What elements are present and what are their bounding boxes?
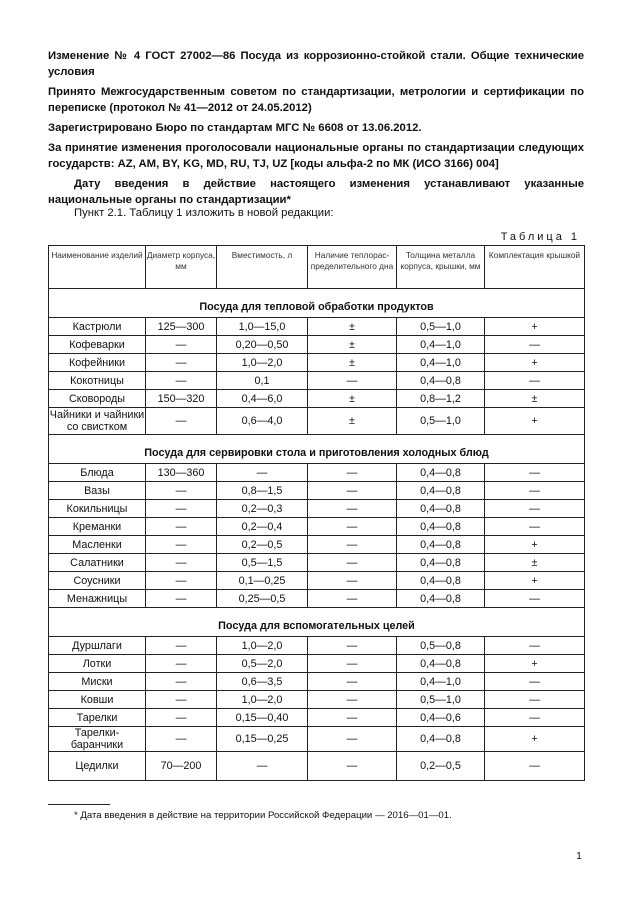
table-cell: 0,5—0,8 <box>397 637 485 655</box>
table-cell: 0,5—2,0 <box>217 655 308 673</box>
product-name-cell: Дуршлаги <box>49 637 146 655</box>
product-name-cell: Кофейники <box>49 354 146 372</box>
table-row <box>49 673 585 691</box>
voted-note: За принятие изменения проголосовали национальные органы по стандартизации следующих государств: AZ, AM, BY, KG, MD, RU, TJ, UZ [коды альфа-2 по МК (ИСО 3166) 004] <box>48 142 584 170</box>
product-name-cell: Кастрюли <box>49 318 146 336</box>
page-number: 1 <box>576 850 582 862</box>
intro-text: Пункт 2.1. Таблицу 1 изложить в новой редакции: <box>74 207 334 219</box>
table-row <box>49 464 585 482</box>
product-name-cell: Тарелки-баранчики <box>49 727 146 752</box>
table-cell: — <box>485 464 585 482</box>
section-header-row <box>49 616 585 637</box>
table-cell: 0,6—3,5 <box>217 673 308 691</box>
product-name-cell: Цедилки <box>49 752 146 781</box>
table-cell: — <box>485 590 585 608</box>
table-cell: 0,4—0,8 <box>397 464 485 482</box>
table-cell: 0,4—0,8 <box>397 554 485 572</box>
table-cell: — <box>308 518 397 536</box>
table-row <box>49 655 585 673</box>
table-cell: — <box>308 752 397 781</box>
table-cell: ± <box>308 408 397 435</box>
table-cell: 1,0—2,0 <box>217 691 308 709</box>
table-cell: + <box>485 655 585 673</box>
table-row <box>49 637 585 655</box>
table-cell: — <box>308 655 397 673</box>
table-cell: — <box>146 536 217 554</box>
table-row <box>49 590 585 608</box>
table-cell: + <box>485 408 585 435</box>
table-cell: — <box>146 590 217 608</box>
product-name-cell: Блюда <box>49 464 146 482</box>
table-cell: — <box>308 554 397 572</box>
product-name-cell: Миски <box>49 673 146 691</box>
table-cell: 0,2—0,5 <box>217 536 308 554</box>
table-row <box>49 336 585 354</box>
product-name-cell: Ковши <box>49 691 146 709</box>
table-cell: 0,20—0,50 <box>217 336 308 354</box>
product-name-cell: Менажницы <box>49 590 146 608</box>
table-cell: ± <box>308 390 397 408</box>
table-cell: — <box>485 709 585 727</box>
table-cell: 0,8—1,2 <box>397 390 485 408</box>
table-row <box>49 518 585 536</box>
table-row <box>49 500 585 518</box>
table-body <box>49 289 585 781</box>
table-cell: — <box>485 372 585 390</box>
table-row <box>49 372 585 390</box>
table-cell: 0,4—0,8 <box>397 500 485 518</box>
product-name-cell: Тарелки <box>49 709 146 727</box>
registered-note: Зарегистрировано Бюро по стандартам МГС № 6608 от 13.06.2012. <box>48 122 422 134</box>
table-row <box>49 390 585 408</box>
section-title: Посуда для тепловой обработки продуктов <box>49 297 585 318</box>
column-header: Вместимость, л <box>217 246 308 289</box>
table-cell: 0,6—4,0 <box>217 408 308 435</box>
table-cell: + <box>485 727 585 752</box>
table-row <box>49 318 585 336</box>
products-table <box>48 245 585 781</box>
table-cell: — <box>485 336 585 354</box>
table-cell: 0,5—1,0 <box>397 691 485 709</box>
table-row <box>49 536 585 554</box>
column-header: Комплектация крышкой <box>485 246 585 289</box>
table-cell: — <box>146 655 217 673</box>
spacer-cell <box>49 608 585 617</box>
section-header-row <box>49 297 585 318</box>
table-cell: — <box>217 752 308 781</box>
table-cell: 0,25—0,5 <box>217 590 308 608</box>
column-header: Наличие теплорас-пределительного дна <box>308 246 397 289</box>
table-cell: 0,4—0,8 <box>397 518 485 536</box>
table-cell: + <box>485 318 585 336</box>
table-cell: — <box>308 691 397 709</box>
table-cell: — <box>485 500 585 518</box>
table-cell: 0,2—0,4 <box>217 518 308 536</box>
table-cell: 70—200 <box>146 752 217 781</box>
table-cell: — <box>146 336 217 354</box>
table-cell: ± <box>308 354 397 372</box>
table-cell: 0,4—1,0 <box>397 354 485 372</box>
product-name-cell: Кокильницы <box>49 500 146 518</box>
table-cell: — <box>485 637 585 655</box>
table-cell: 0,4—0,8 <box>397 482 485 500</box>
table-row <box>49 482 585 500</box>
product-name-cell: Креманки <box>49 518 146 536</box>
product-name-cell: Кокотницы <box>49 372 146 390</box>
table-cell: — <box>308 709 397 727</box>
table-cell: 1,0—15,0 <box>217 318 308 336</box>
table-cell: 0,8—1,5 <box>217 482 308 500</box>
table-cell: 0,5—1,5 <box>217 554 308 572</box>
table-cell: — <box>308 482 397 500</box>
table-cell: — <box>146 572 217 590</box>
table-cell: — <box>146 554 217 572</box>
table-cell: + <box>485 536 585 554</box>
table-cell: 0,4—0,8 <box>397 572 485 590</box>
table-cell: ± <box>308 318 397 336</box>
table-row <box>49 752 585 781</box>
product-name-cell: Лотки <box>49 655 146 673</box>
table-cell: 130—360 <box>146 464 217 482</box>
effective-date-note: Дату введения в действие настоящего изменения устанавливают указанные национальные органы по стандартизации* <box>48 178 584 206</box>
table-cell: — <box>217 464 308 482</box>
table-cell: — <box>308 727 397 752</box>
table-row <box>49 727 585 752</box>
table-cell: 0,4—0,6 <box>397 709 485 727</box>
table-cell: 0,5—1,0 <box>397 408 485 435</box>
table-cell: 150—320 <box>146 390 217 408</box>
section-spacer <box>49 608 585 617</box>
table-cell: 0,2—0,3 <box>217 500 308 518</box>
column-header: Наименование изделий <box>49 246 146 289</box>
column-header: Диаметр корпуса, мм <box>146 246 217 289</box>
table-cell: — <box>308 637 397 655</box>
table-caption: Таблица 1 <box>500 231 580 243</box>
table-cell: — <box>485 673 585 691</box>
table-cell: 0,2—0,5 <box>397 752 485 781</box>
table-cell: — <box>308 500 397 518</box>
section-spacer <box>49 289 585 298</box>
table-cell: 0,4—1,0 <box>397 673 485 691</box>
table-cell: — <box>485 518 585 536</box>
table-row <box>49 709 585 727</box>
document-header <box>48 48 584 212</box>
table-row <box>49 354 585 372</box>
spacer-cell <box>49 435 585 444</box>
section-header-row <box>49 443 585 464</box>
table-cell: — <box>308 673 397 691</box>
product-name-cell: Салатники <box>49 554 146 572</box>
table-cell: 0,4—0,8 <box>397 536 485 554</box>
table-cell: — <box>146 372 217 390</box>
table-row <box>49 691 585 709</box>
section-title: Посуда для вспомогательных целей <box>49 616 585 637</box>
footnote: * Дата введения в действие на территории Российской Федерации — 2016—01—01. <box>74 810 452 821</box>
table-cell: 0,4—0,8 <box>397 372 485 390</box>
product-name-cell: Масленки <box>49 536 146 554</box>
table-cell: 0,4—6,0 <box>217 390 308 408</box>
table-cell: ± <box>485 390 585 408</box>
amendment-title: Изменение № 4 ГОСТ 27002—86 Посуда из коррозионно-стойкой стали. Общие технические условия <box>48 50 584 78</box>
product-name-cell: Вазы <box>49 482 146 500</box>
table-cell: — <box>485 691 585 709</box>
table-cell: 0,4—0,8 <box>397 727 485 752</box>
table-cell: — <box>146 482 217 500</box>
table-cell: 0,15—0,25 <box>217 727 308 752</box>
adopted-note: Принято Межгосударственным советом по стандартизации, метрологии и сертификации по переписке (протокол № 41—2012 от 24.05.2012) <box>48 86 584 114</box>
table-cell: — <box>308 372 397 390</box>
table-cell: — <box>146 709 217 727</box>
table-cell: — <box>146 408 217 435</box>
table-cell: — <box>146 691 217 709</box>
table-cell: 0,4—0,8 <box>397 655 485 673</box>
product-name-cell: Чайники и чайники со свистком <box>49 409 145 433</box>
table-cell: — <box>308 572 397 590</box>
table-cell: 0,1 <box>217 372 308 390</box>
table-cell: 0,1—0,25 <box>217 572 308 590</box>
section-title: Посуда для сервировки стола и приготовления холодных блюд <box>49 443 585 464</box>
table-cell: — <box>308 536 397 554</box>
table-cell: — <box>146 727 217 752</box>
table-cell: 125—300 <box>146 318 217 336</box>
table-row <box>49 554 585 572</box>
table-cell: — <box>485 482 585 500</box>
table-cell: — <box>146 518 217 536</box>
product-name-cell: Кофеварки <box>49 336 146 354</box>
table-cell: 1,0—2,0 <box>217 354 308 372</box>
table-cell: 1,0—2,0 <box>217 637 308 655</box>
table-row <box>49 572 585 590</box>
table-row <box>49 408 585 435</box>
table-cell: — <box>308 464 397 482</box>
table-header-row <box>49 246 585 289</box>
table-cell: — <box>146 500 217 518</box>
product-name-cell: Соусники <box>49 572 146 590</box>
table-cell: — <box>146 354 217 372</box>
table-cell: — <box>146 673 217 691</box>
spacer-cell <box>49 289 585 298</box>
table-cell: — <box>485 752 585 781</box>
table-cell: 0,15—0,40 <box>217 709 308 727</box>
table-cell: ± <box>308 336 397 354</box>
table-cell: 0,4—0,8 <box>397 590 485 608</box>
product-name-cell: Сковороды <box>49 390 146 408</box>
table-cell: + <box>485 354 585 372</box>
column-header: Толщина металла корпуса, крышки, мм <box>397 246 485 289</box>
table-cell: ± <box>485 554 585 572</box>
table-cell: + <box>485 572 585 590</box>
table-cell: 0,4—1,0 <box>397 336 485 354</box>
table-cell: — <box>146 637 217 655</box>
footnote-divider <box>48 804 110 805</box>
table-cell: — <box>308 590 397 608</box>
table-cell: 0,5—1,0 <box>397 318 485 336</box>
section-spacer <box>49 435 585 444</box>
